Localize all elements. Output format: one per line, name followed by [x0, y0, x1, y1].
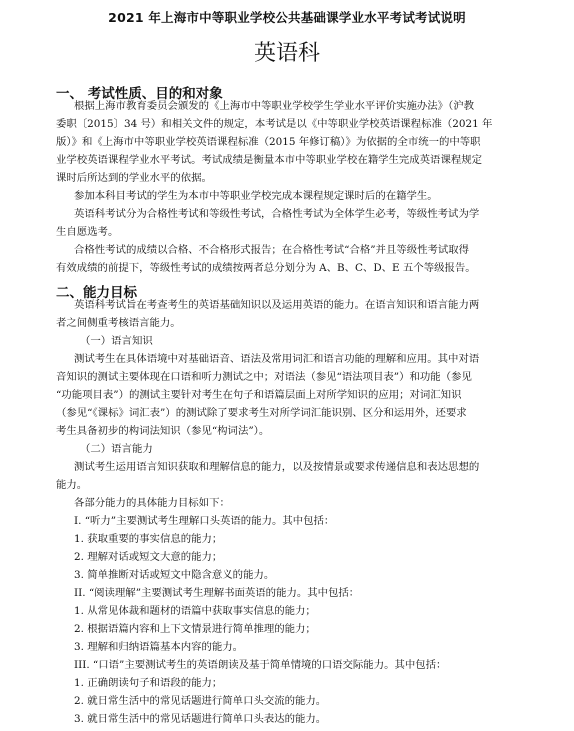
section2-heading: 二、能力目标	[56, 285, 137, 301]
speaking-item: 2. 就日常生活中的常见话题进行简单口头交流的能力。	[74, 695, 327, 707]
listening-heading: I. “听力”主要测试考生理解口头英语的能力。其中包括：	[74, 515, 335, 527]
section2-p3-line: 能力。	[56, 479, 88, 491]
subject-title: 英语科	[253, 41, 320, 66]
listening-item: 3. 简单推断对话或短文中隐含意义的能力。	[74, 569, 275, 581]
section2-p2-line: 音知识的测试主要体现在口语和听力测试之中；对语法（参见“语法项目表”）和功能（参见	[56, 371, 472, 383]
section1-p1-line: 委职〔2015〕34 号）和相关文件的规定，本考试是以《中等职业学校英语课程标准（2021 年	[56, 118, 493, 130]
section2-p2-line: 测试考生在具体语境中对基础语音、语法及常用词汇和语言功能的理解和应用。其中对语	[74, 353, 480, 365]
section2-p2-line: “功能项目表”）的测试主要针对考生在句子和语篇层面上对所学知识的应用；对词汇知识	[56, 389, 462, 401]
section2-p1-line: 者之间侧重考核语言能力。	[56, 317, 181, 329]
section1-p3-line: 英语科考试分为合格性考试和等级性考试，合格性考试为全体学生必考，等级性考试为学	[74, 208, 480, 220]
reading-item: 2. 根据语篇内容和上下文情景进行简单推理的能力；	[74, 623, 316, 635]
section2-p2-line: 考生具备初步的构词法知识（参见“构词法”）。	[56, 425, 270, 437]
section1-p4-line: 合格性考试的成绩以合格、不合格形式报告；在合格性考试“合格”并且等级性考试取得	[74, 244, 470, 256]
section2-p1-line: 英语科考试旨在考查考生的英语基础知识以及运用英语的能力。在语言知识和语言能力两	[74, 299, 480, 311]
section1-p4-line: 有效成绩的前提下，等级性考试的成绩按两者总分划分为 A、B、C、D、E 五个等级报告。	[56, 262, 476, 274]
reading-item: 1. 从常见体裁和题材的语篇中获取事实信息的能力；	[74, 605, 316, 617]
section2-p4-line: 各部分能力的具体能力目标如下：	[74, 497, 230, 509]
document-title: 2021 年上海市中等职业学校公共基础课学业水平考试考试说明	[108, 10, 466, 25]
listening-item: 2. 理解对话或短文大意的能力；	[74, 551, 223, 563]
section2-p3-line: 测试考生运用语言知识获取和理解信息的能力，以及按情景或要求传递信息和表达思想的	[74, 461, 480, 473]
speaking-item: 3. 就日常生活中的常见话题进行简单口头表达的能力。	[74, 713, 327, 725]
reading-heading: II. “阅读理解”主要测试考生理解书面英语的能力。其中包括：	[74, 587, 360, 599]
section1-heading: 一、 考试性质、目的和对象	[56, 86, 223, 102]
section1-p1-line: 根据上海市教育委员会颁发的《上海市中等职业学校学生学业水平评价实施办法》（沪教	[74, 100, 475, 112]
subsection-language-ability: （二）语言能力	[80, 443, 153, 455]
section2-p2-line: （参见“《课标》词汇表”）的测试除了要求考生对所学词汇能识别、区分和运用外，还要求	[56, 407, 467, 419]
listening-item: 1. 获取重要的事实信息的能力；	[74, 533, 223, 545]
section1-p1-line: 课时后所达到的学业水平的依据。	[56, 172, 212, 184]
section1-p1-line: 业学校英语课程学业水平考试。考试成绩是衡量本市中等职业学校在籍学生完成英语课程规定	[56, 154, 483, 166]
section1-p3-line: 生自愿选考。	[56, 226, 119, 238]
speaking-item: 1. 正确朗读句子和语段的能力；	[74, 677, 223, 689]
subsection-language-knowledge: （一）语言知识	[80, 335, 153, 347]
speaking-heading: III. “口语”主要测试考生的英语朗读及基于简单情境的口语交际能力。其中包括：	[74, 659, 447, 671]
section1-p2-line: 参加本科目考试的学生为本市中等职业学校完成本课程规定课时后的在籍学生。	[74, 190, 438, 202]
reading-item: 3. 理解和归纳语篇基本内容的能力。	[74, 641, 244, 653]
section1-p1-line: 版）》和《上海市中等职业学校英语课程标准（2015 年修订稿）》为依据的全市统一的中等职	[56, 136, 481, 148]
